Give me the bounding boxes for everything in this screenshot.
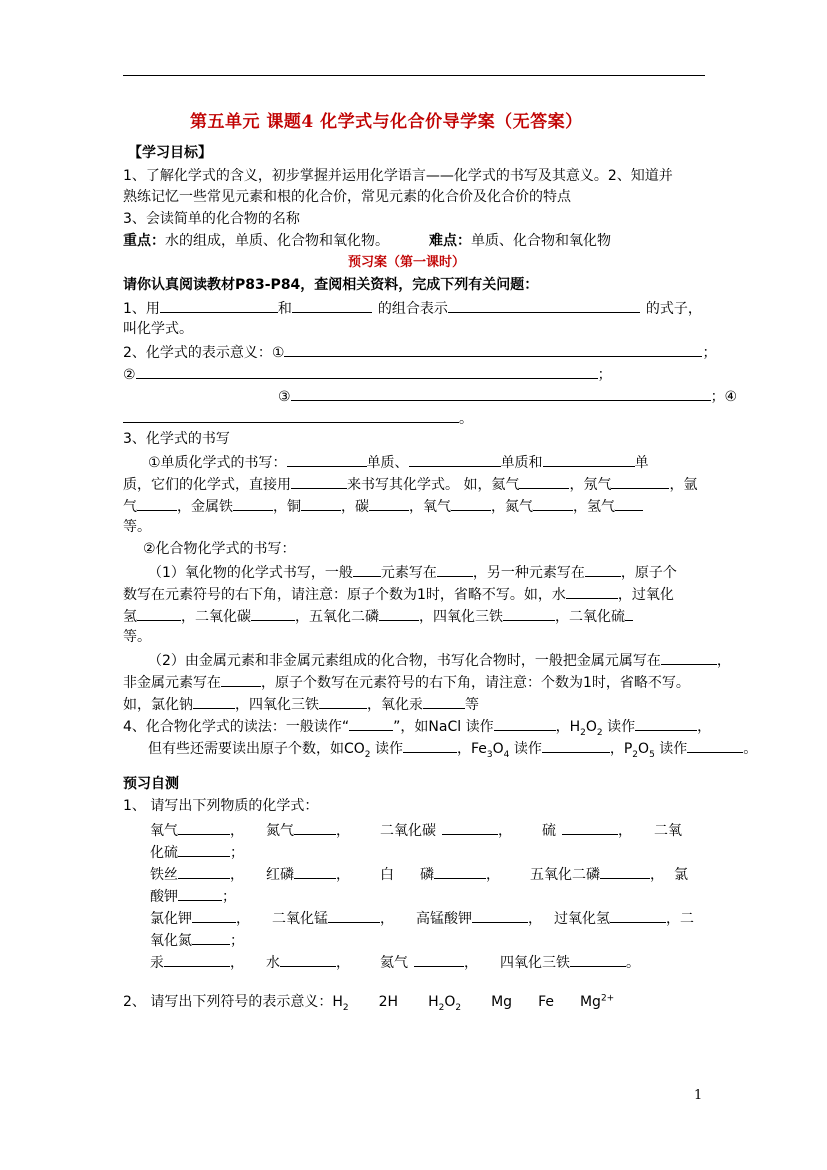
q4-blank-2[interactable]: [494, 715, 556, 731]
q3-1-text-c: 单质和: [500, 455, 543, 471]
blank-so2[interactable]: [178, 841, 230, 857]
q4-2-text-e: 。: [743, 741, 758, 757]
q2-end-2: ；: [597, 367, 612, 383]
q3-1-text-a: ①单质化学式的书写：: [148, 455, 287, 471]
item-so2-part1: 二氧: [654, 823, 682, 839]
question-2-line-3: [278, 385, 737, 407]
item-co2: 二氧化碳: [380, 823, 436, 839]
q3-line-4: 等。: [123, 519, 151, 535]
q1-text-a: 1、用: [123, 301, 160, 317]
q3-11-text-b: ，原子个数写在元素符号的右下角，请注意：个数为1时，省略不写。: [261, 675, 690, 691]
q3-11-blank-1[interactable]: [221, 671, 261, 687]
item-no2-part2: 氧化氮: [150, 933, 192, 949]
q3-12-blank-1[interactable]: [193, 693, 235, 709]
goal-line-2: 熟练记忆一些常见元素和根的化合价，常见元素的化合价及化合价的特点: [123, 189, 571, 205]
blank-helium[interactable]: [414, 951, 464, 967]
q3-1-text-d: 单: [634, 455, 649, 471]
q3-6-text-a: （1）氧化物的化学式书写，一般: [148, 565, 353, 581]
q2-blank-3[interactable]: [291, 385, 711, 401]
q1-blank-3[interactable]: [448, 297, 640, 313]
q1-text-c: 的组合表示: [377, 301, 448, 317]
sep: ，: [486, 867, 500, 883]
reading-instruction: 请你认真阅读教材P83-P84，查阅相关资料，完成下列有关问题：: [123, 277, 539, 293]
q3-10-blank-1[interactable]: [661, 649, 717, 665]
hard-label: 难点：: [429, 233, 471, 249]
item-white-phosphorus-2: 磷: [420, 867, 434, 883]
q4-text-c2: O: [585, 719, 597, 735]
hard-text: 单质、化合物和氧化物: [471, 233, 611, 249]
q3-line-10: [148, 649, 731, 671]
q3-7-text-b: ，过氧化: [617, 587, 674, 603]
q3-2-text-a: 质，它们的化学式，直接用: [123, 477, 291, 493]
key-label: 重点：: [123, 233, 165, 249]
sep: ，: [336, 867, 350, 883]
blank-red-phosphorus[interactable]: [294, 863, 336, 879]
q4-text-b: ”，如NaCl 读作: [393, 719, 494, 735]
q3-line-2: [123, 473, 697, 495]
q2-text-a: 2、化学式的表示意义：①: [123, 345, 285, 361]
item-mercury: 汞: [150, 955, 164, 971]
q4-text-a: 4、化合物化学式的读法：一般读作“: [123, 719, 350, 735]
q3-8-blank-2[interactable]: [251, 605, 295, 621]
goal-line-3: 3、会读简单的化合物的名称: [123, 211, 300, 227]
q3-10-text-b: ，: [716, 653, 731, 669]
q3-8-text-c: ，五氧化二磷: [295, 609, 379, 625]
item-iron-wire: 铁丝: [150, 867, 178, 883]
sep: ；: [222, 889, 236, 905]
item-so2-part2: 化硫: [150, 845, 178, 861]
sep: ，: [380, 911, 394, 927]
q3-12-text-b: ，四氧化三铁: [235, 697, 319, 713]
q3-2-text-b: 来书写其化学式。 如，氦气: [347, 477, 520, 493]
q4-2-text-d: ，P: [609, 741, 633, 757]
q3-1-text-b: 单质、: [366, 455, 409, 471]
q3-8-blank-4[interactable]: [503, 605, 555, 621]
self-test-q1: 1、 请写出下列物质的化学式：: [123, 798, 319, 814]
self-test-row-3b: [150, 929, 244, 951]
q4-2-text-d2: O: [638, 741, 650, 757]
q2-text-c: ③: [278, 389, 291, 405]
q2-blank-1[interactable]: [284, 341, 702, 357]
q3-line-3: [123, 495, 643, 517]
self-test-q2: [123, 992, 614, 1012]
q3-3-text-d: ，碳: [341, 499, 369, 515]
question-1: [123, 297, 702, 319]
q2-blank-2[interactable]: [136, 363, 598, 379]
q4-sub-2: 2: [596, 727, 603, 738]
sep: ，: [528, 911, 542, 927]
sep: ，: [230, 867, 244, 883]
q4-text-d: ，: [697, 719, 712, 735]
q3-2-blank-1[interactable]: [291, 473, 347, 489]
self-test-row-2: [150, 863, 688, 885]
q3-8-text-d: ，四氧化三铁: [419, 609, 503, 625]
q3-line-8: [123, 605, 633, 627]
question-4-line-2: [148, 737, 757, 759]
blank-mercury[interactable]: [164, 951, 230, 967]
self-test-row-4: [150, 951, 640, 973]
q4-2-sub-d2: 5: [649, 749, 655, 760]
q3-12-blank-3[interactable]: [423, 693, 465, 709]
q3-6-blank-3[interactable]: [585, 561, 621, 577]
sym-h2o2-sub1: 2: [438, 1002, 445, 1013]
blank-iron-wire[interactable]: [178, 863, 230, 879]
item-white-phosphorus-1: 白: [380, 867, 394, 883]
q4-2-sub-d1: 2: [632, 749, 639, 760]
q3-line-1: [148, 451, 649, 473]
q3-7-text-a: 数写在元素符号的右下角，请注意：原子个数为1时，省略不写。如，水: [123, 587, 566, 603]
sym-h2o2-o: O: [444, 994, 456, 1010]
q3-6-blank-2[interactable]: [437, 561, 473, 577]
question-2-line-4: [123, 407, 473, 429]
blank-kclo3[interactable]: [178, 885, 222, 901]
question-2-line-1: [123, 341, 716, 363]
item-nitrogen: 氮气: [266, 823, 294, 839]
q3-11-text-a: 非金属元素写在: [123, 675, 221, 691]
item-mno2: 二氧化锰: [272, 911, 328, 927]
sep: 。: [626, 955, 640, 971]
q3-8-text-a: 氢: [123, 609, 137, 625]
sep: ，: [618, 823, 632, 839]
q4-2-blank-1[interactable]: [403, 737, 457, 753]
q3-line-6: [148, 561, 677, 583]
q4-2-text-c3: 读作: [509, 741, 542, 757]
self-test-row-3: [150, 907, 694, 929]
q3-3-blank-6[interactable]: [533, 495, 573, 511]
sym-mg-ion-sup: 2+: [600, 993, 615, 1004]
sym-h2o2-h: H: [428, 994, 439, 1010]
q3-12-blank-2[interactable]: [319, 693, 367, 709]
item-p2o5: 五氧化二磷: [530, 867, 600, 883]
t2-text: 2、 请写出下列符号的表示意义：: [123, 994, 333, 1010]
sym-h2: H: [332, 994, 343, 1010]
sym-mg: Mg: [491, 994, 513, 1010]
q3-6-text-d: ，原子个: [620, 565, 677, 581]
blank-kcl[interactable]: [192, 907, 236, 923]
sep: ，: [650, 867, 664, 883]
q3-3-blank-7[interactable]: [615, 495, 643, 511]
q3-3-blank-3[interactable]: [301, 495, 341, 511]
q3-3-blank-2[interactable]: [233, 495, 273, 511]
item-oxygen: 氧气: [150, 823, 178, 839]
blank-white-phosphorus[interactable]: [434, 863, 486, 879]
q3-6-text-c: ，另一种元素写在: [472, 565, 585, 581]
blank-h2o2[interactable]: [610, 907, 666, 923]
self-test-row-1: [150, 819, 682, 841]
q1-blank-2[interactable]: [292, 297, 372, 313]
sep: ，: [336, 823, 350, 839]
blank-no2[interactable]: [192, 929, 230, 945]
sym-2h: 2H: [378, 994, 399, 1010]
q3-2-blank-2[interactable]: [519, 473, 569, 489]
question-2-line-2: [123, 363, 612, 385]
sep: ，: [498, 823, 512, 839]
q3-8-blank-3[interactable]: [379, 605, 419, 621]
blank-p2o5[interactable]: [600, 863, 650, 879]
item-kmno4: 高锰酸钾: [416, 911, 472, 927]
item-water: 水: [266, 955, 280, 971]
q3-3-text-f: ，氮气: [491, 499, 533, 515]
q4-2-text-c2: O: [492, 741, 504, 757]
q3-3-blank-1[interactable]: [137, 495, 177, 511]
sep: ；: [230, 933, 244, 949]
blank-mno2[interactable]: [328, 907, 380, 923]
question-4: [123, 715, 711, 737]
blank-co2[interactable]: [442, 819, 498, 835]
q3-compound-heading: ②化合物化学式的书写：: [143, 541, 296, 557]
sym-h2o2-sub2: 2: [455, 1002, 462, 1013]
sep: ，: [230, 955, 244, 971]
q3-2-blank-3[interactable]: [611, 473, 669, 489]
item-kclo3-part1: 氯: [674, 867, 688, 883]
q1-text-d: 的式子，: [645, 301, 702, 317]
goal-line-1: 1、了解化学式的含义，初步掌握并运用化学语言——化学式的书写及其意义。2、知道并: [123, 168, 673, 184]
q3-10-text-a: （2）由金属元素和非金属元素组成的化合物，书写化合物时，一般把金属元属写在: [148, 653, 661, 669]
sep: ，: [230, 823, 244, 839]
sep: ，: [236, 911, 250, 927]
key-difficult-line: [123, 231, 611, 251]
q3-2-text-c: ，氖气: [569, 477, 612, 493]
sym-fe: Fe: [538, 994, 554, 1010]
self-test-row-2b: [150, 885, 236, 907]
header-rule: [123, 75, 705, 76]
item-h2o2: 过氧化氢: [554, 911, 610, 927]
self-test-heading: 预习自测: [123, 776, 179, 792]
q3-12-text-a: 如，氯化钠: [123, 697, 193, 713]
item-fe3o4: 四氧化三铁: [500, 955, 570, 971]
q2-end-3: ；④: [710, 389, 738, 405]
question-3: 3、化学式的书写: [123, 431, 230, 447]
preview-heading: 预习案（第一课时）: [348, 255, 466, 270]
item-no2-part1: ，二: [666, 911, 694, 927]
blank-kmno4[interactable]: [472, 907, 528, 923]
sep: ，: [464, 955, 478, 971]
sep: ，: [336, 955, 350, 971]
q3-1-blank-1[interactable]: [287, 451, 367, 467]
q4-2-text-a: 但有些还需要读出原子个数，如CO: [148, 741, 365, 757]
q4-2-text-c: ，Fe: [456, 741, 487, 757]
q3-2-text-d: ，氩: [669, 477, 698, 493]
q2-end-4: 。: [459, 411, 473, 427]
q4-text-c3: 读作: [602, 719, 636, 735]
q3-12-text-d: 等: [465, 697, 479, 713]
q2-end-1: ；: [702, 345, 717, 361]
item-kclo3-part2: 酸钾: [150, 889, 178, 905]
q3-3-blank-5[interactable]: [451, 495, 491, 511]
q3-1-blank-3[interactable]: [543, 451, 635, 467]
q3-3-blank-4[interactable]: [369, 495, 409, 511]
item-kcl: 氯化钾: [150, 911, 192, 927]
blank-nitrogen[interactable]: [294, 819, 336, 835]
q3-7-blank-1[interactable]: [566, 583, 618, 599]
q3-8-blank-5[interactable]: [625, 605, 633, 621]
blank-fe3o4[interactable]: [570, 951, 626, 967]
q3-3-text-e: ，氧气: [409, 499, 451, 515]
q4-2-text-d3: 读作: [654, 741, 688, 757]
q3-1-blank-2[interactable]: [409, 451, 501, 467]
q3-8-text-e: ，二氧化硫: [555, 609, 625, 625]
q3-3-text-c: ，铜: [273, 499, 301, 515]
q4-2-sub-c2: 4: [503, 749, 510, 760]
key-text: 水的组成，单质、化合物和氧化物。: [165, 233, 389, 249]
q3-line-12: [123, 693, 479, 715]
q4-2-sub-a: 2: [364, 749, 371, 760]
goals-heading: 【学习目标】: [128, 145, 212, 161]
q4-2-blank-2[interactable]: [542, 737, 610, 753]
q4-sub-1: 2: [580, 727, 586, 738]
q3-3-text-a: 气: [123, 499, 137, 515]
q4-2-blank-3[interactable]: [687, 737, 743, 753]
item-helium: 氦气: [380, 955, 408, 971]
q2-text-b: ②: [123, 367, 136, 383]
q3-line-11: [123, 671, 690, 693]
self-test-row-1b: [150, 841, 244, 863]
q4-blank-3[interactable]: [635, 715, 697, 731]
q4-2-text-b: 读作: [370, 741, 403, 757]
q4-blank-1[interactable]: [349, 715, 393, 731]
page-number: 1: [694, 1088, 703, 1103]
item-red-phosphorus: 红磷: [266, 867, 294, 883]
sep: ；: [230, 845, 244, 861]
q3-8-text-b: ，二氧化碳: [181, 609, 251, 625]
item-sulfur: 硫: [542, 823, 556, 839]
q3-line-7: [123, 583, 674, 605]
q3-8-blank-1[interactable]: [137, 605, 181, 621]
q3-12-text-c: ，氧化汞: [367, 697, 423, 713]
q1-blank-1[interactable]: [160, 297, 278, 313]
blank-sulfur[interactable]: [562, 819, 618, 835]
q3-6-text-b: 元素写在: [380, 565, 437, 581]
question-1-cont: 叫化学式。: [123, 321, 193, 337]
document-title: 第五单元 课题4 化学式与化合价导学案（无答案）: [190, 112, 583, 132]
q3-6-blank-1[interactable]: [353, 561, 381, 577]
blank-water[interactable]: [280, 951, 336, 967]
q4-2-sub-c1: 3: [486, 749, 493, 760]
sym-mg-ion: Mg: [579, 994, 601, 1010]
q3-line-9: 等。: [123, 629, 151, 645]
q4-text-c: ，H: [555, 719, 581, 735]
blank-oxygen[interactable]: [178, 819, 230, 835]
q2-blank-4[interactable]: [123, 407, 459, 423]
q3-3-text-g: ，氢气: [573, 499, 615, 515]
q3-3-text-b: ，金属铁: [177, 499, 233, 515]
sym-h2-sub: 2: [342, 1002, 349, 1013]
q1-text-b: 和: [277, 301, 292, 317]
